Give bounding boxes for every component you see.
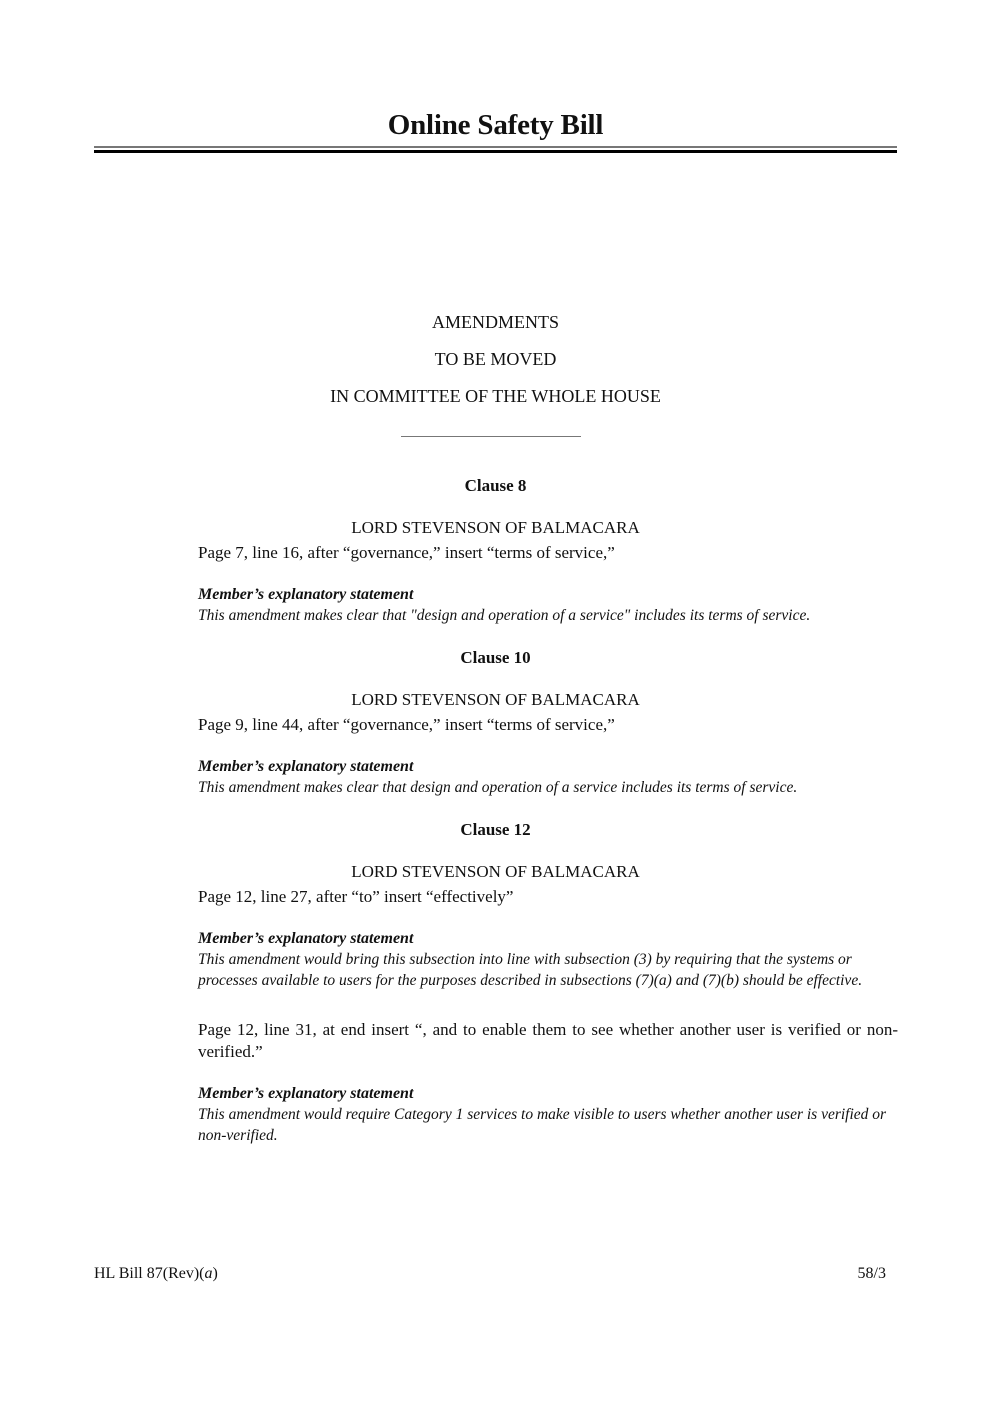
statement-label: Member’s explanatory statement [198,930,414,947]
member-name: LORD STEVENSON OF BALMACARA [351,690,640,709]
statement-body: This amendment makes clear that design and operation of a service includes its terms of service. [198,779,798,796]
amendments-heading [0,304,991,415]
explanatory-statement [198,1083,898,1146]
heading-line-committee: IN COMMITTEE OF THE WHOLE HOUSE [330,386,661,406]
statement-label: Member’s explanatory statement [198,758,414,775]
explanatory-statement [198,584,898,626]
statement-label: Member’s explanatory statement [198,586,414,603]
explanatory-statement [198,928,898,991]
explanatory-statement [198,756,898,798]
page-title: Online Safety Bill [387,109,604,141]
page-reference: 58/3 [857,1265,886,1282]
title-rule-thick [94,150,897,153]
clause-section [198,472,898,626]
statement-body: This amendment would require Category 1 services to make visible to users whether another user is verified or non-verified. [198,1106,887,1144]
clause-heading: Clause 10 [460,648,531,667]
amendment-text: Page 9, line 44, after “governance,” insert “terms of service,” [198,715,615,734]
clause-section [198,816,898,1146]
statement-body: This amendment would bring this subsection into line with subsection (3) by requiring that the systems or processes available to users for the purposes described in subsections (7)(a) and (7)(b) should be effective. [198,951,863,989]
clause-heading: Clause 8 [464,476,527,495]
statement-label: Member’s explanatory statement [198,1085,414,1102]
clause-heading: Clause 12 [460,820,531,839]
section-divider [401,436,581,437]
heading-line-to-be-moved: TO BE MOVED [434,349,557,369]
amendment-text: Page 12, line 27, after “to” insert “effectively” [198,887,514,906]
heading-line-amendments: AMENDMENTS [431,312,559,332]
clause-section [198,644,898,798]
title-rule-thin [94,146,897,148]
amendment-text: Page 12, line 31, at end insert “, and to enable them to see whether another user is verified or non-verified.” [198,1020,898,1061]
member-name: LORD STEVENSON OF BALMACARA [351,518,640,537]
amendments-list [198,472,898,1164]
amendment-text: Page 7, line 16, after “governance,” insert “terms of service,” [198,543,615,562]
statement-body: This amendment makes clear that "design and operation of a service" includes its terms of service. [198,607,811,624]
page-footer [94,1263,886,1285]
bill-reference: HL Bill 87(Rev)(a) [94,1265,218,1282]
member-name: LORD STEVENSON OF BALMACARA [351,862,640,881]
